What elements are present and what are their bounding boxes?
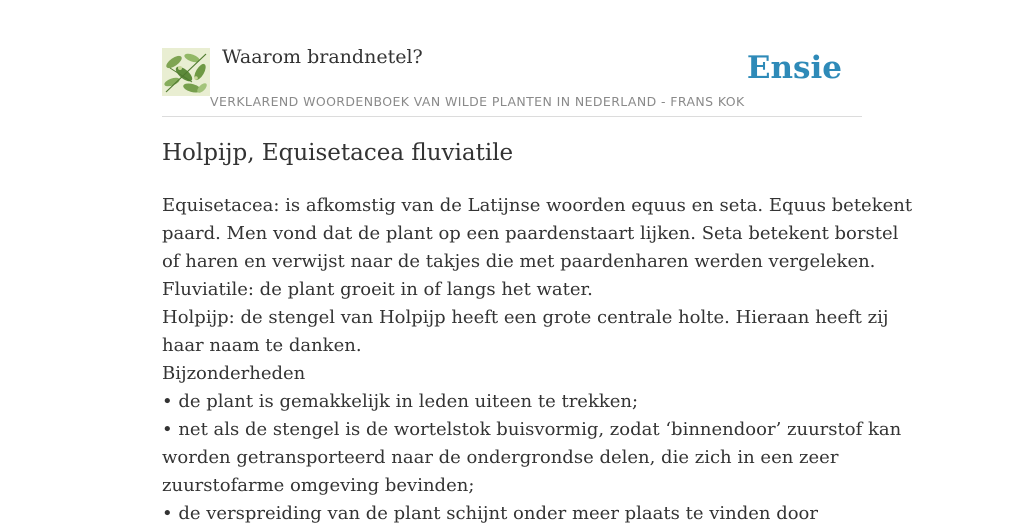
body-line: haar naam te danken.	[162, 335, 362, 356]
page-header	[162, 44, 862, 117]
bullet-item: • de verspreiding van de plant schijnt onder meer plaats te vinden door	[162, 503, 818, 524]
body-line: of haren en verwijst naar de takjes die met paardenharen werden vergeleken.	[162, 251, 876, 272]
entry-body	[162, 192, 913, 528]
bullet-item-continuation: zuurstofarme omgeving bevinden;	[162, 475, 475, 496]
bullet-item: • net als de stengel is de wortelstok buisvormig, zodat ‘binnendoor’ zuurstof kan	[162, 419, 902, 440]
entry-title: Holpijp, Equisetacea fluviatile	[162, 140, 514, 166]
dictionary-source-link[interactable]: VERKLAREND WOORDENBOEK VAN WILDE PLANTEN IN NEDERLAND - FRANS KOK	[210, 94, 745, 109]
body-line: Equisetacea: is afkomstig van de Latijnse woorden equus en seta. Equus betekent	[162, 195, 913, 216]
body-line: Holpijp: de stengel van Holpijp heeft een grote centrale holte. Hieraan heeft zij	[162, 307, 889, 328]
section-heading: Bijzonderheden	[162, 363, 306, 384]
bullet-item-continuation: worden getransporteerd naar de ondergrondse delen, die zich in een zeer	[162, 447, 839, 468]
body-line: Fluviatile: de plant groeit in of langs het water.	[162, 279, 593, 300]
site-title-link[interactable]: Waarom brandnetel?	[222, 46, 423, 68]
body-line: paard. Men vond dat de plant op een paardenstaart lijken. Seta betekent borstel	[162, 223, 899, 244]
bullet-item: • de plant is gemakkelijk in leden uiteen te trekken;	[162, 391, 639, 412]
ensie-logo[interactable]: Ensie	[746, 50, 842, 86]
wild-plant-leaves-icon[interactable]	[162, 48, 210, 96]
